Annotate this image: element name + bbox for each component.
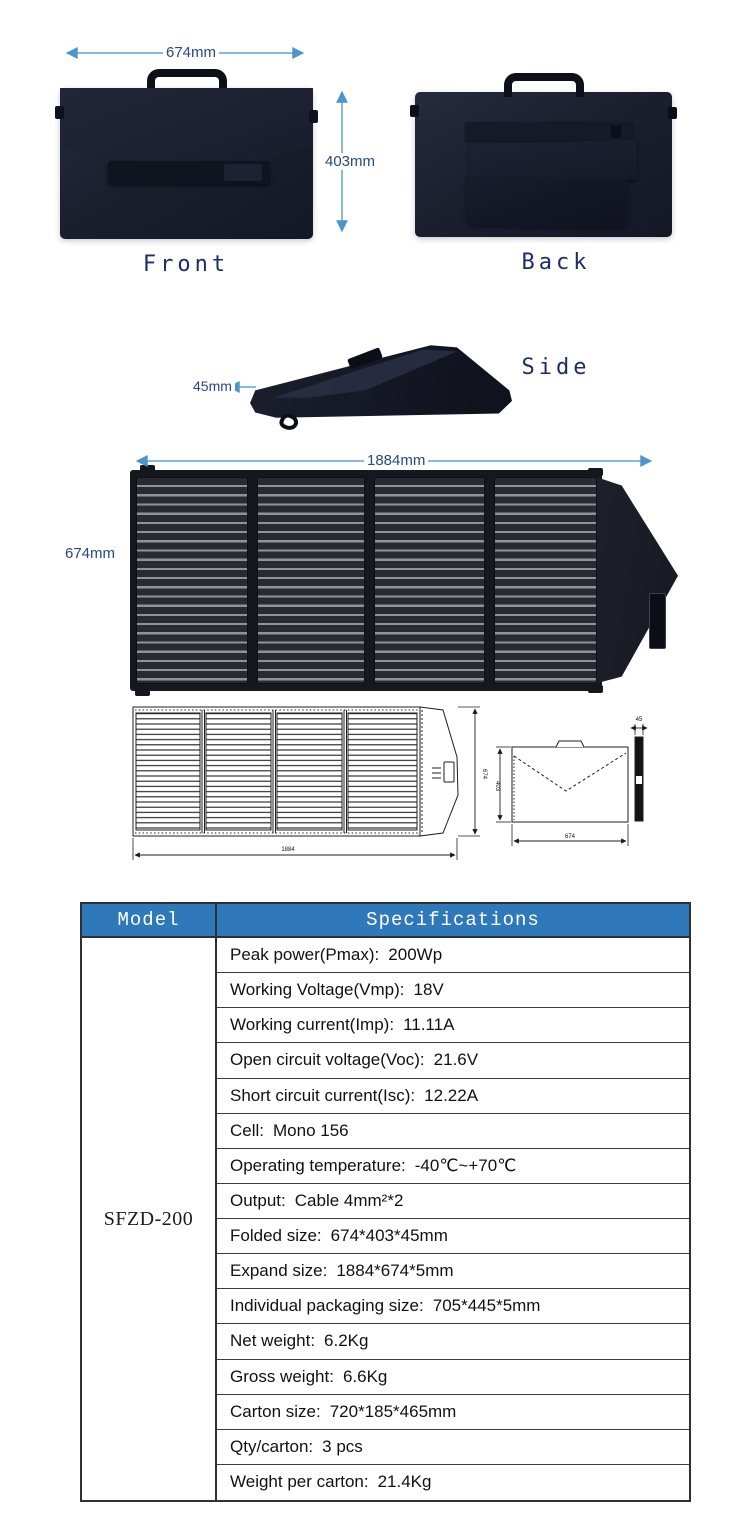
spec-label: Carton size: [230, 1401, 321, 1421]
table-row [217, 1079, 689, 1114]
front-view-label: Front [142, 252, 230, 277]
table-row [217, 938, 689, 973]
side-tab-left [55, 106, 64, 119]
spec-label: Output: [230, 1190, 286, 1210]
spec-value: 18V [413, 980, 444, 1000]
spec-label: Expand size: [230, 1261, 328, 1281]
drawing-dim-expanded-height: 674 [481, 768, 487, 780]
spec-label: Folded size: [230, 1226, 322, 1246]
table-row [217, 1430, 689, 1465]
hook-nub [140, 465, 155, 473]
spec-value: 674*403*45mm [330, 1226, 448, 1246]
table-row [217, 1254, 689, 1289]
table-row [217, 1008, 689, 1043]
spec-value: 6.6Kg [342, 1366, 388, 1386]
side-view-photo [250, 340, 512, 445]
table-row [217, 1465, 689, 1500]
side-view-label: Side [521, 355, 591, 380]
solar-section-1 [136, 477, 248, 684]
dim-expanded-width: 1884mm [364, 452, 428, 469]
spec-label: Working current(Imp): [230, 1015, 395, 1035]
dim-front-height: 403mm [322, 153, 378, 170]
drawing-dim-folded-depth: 45 [635, 717, 643, 723]
folded-bag-drawing [494, 717, 647, 846]
dim-side-thickness: 45mm [190, 378, 235, 395]
dim-expanded-height: 674mm [62, 545, 118, 562]
solar-section-2 [257, 477, 365, 684]
spec-label: Net weight: [230, 1331, 316, 1351]
spec-label: Peak power(Pmax): [230, 945, 380, 965]
panel-cover-flap [590, 475, 678, 685]
table-row [217, 1289, 689, 1324]
table-row [217, 1149, 689, 1184]
spec-value: 21.4Kg [377, 1472, 432, 1492]
table-row [217, 1360, 689, 1395]
front-view-photo [60, 88, 313, 239]
pocket-pouch [467, 178, 627, 228]
back-view-label: Back [521, 250, 591, 275]
table-row [217, 1219, 689, 1254]
spec-value: -40℃~+70℃ [414, 1155, 517, 1175]
table-row [217, 973, 689, 1008]
table-row [217, 1043, 689, 1078]
spec-label: Short circuit current(Isc): [230, 1085, 416, 1105]
spec-label: Individual packaging size: [230, 1296, 424, 1316]
spec-value: 12.22A [424, 1085, 479, 1105]
hook-nub [588, 685, 603, 693]
expanded-panel-drawing [133, 707, 487, 860]
side-tab-right [309, 110, 318, 123]
back-view-photo [415, 92, 672, 237]
spec-value: 200Wp [388, 945, 443, 965]
table-row [217, 1395, 689, 1430]
hook-nub [588, 468, 603, 476]
dim-front-width: 674mm [163, 44, 219, 61]
label-patch [649, 593, 666, 649]
spec-label: Cell: [230, 1120, 265, 1140]
model-value: SFZD-200 [82, 938, 217, 1500]
spec-label: Operating temperature: [230, 1155, 406, 1175]
front-strap [108, 161, 270, 184]
spec-label: Open circuit voltage(Voc): [230, 1050, 425, 1070]
spec-label: Weight per carton: [230, 1472, 369, 1492]
spec-value: 720*185*465mm [329, 1401, 457, 1421]
spec-label: Gross weight: [230, 1366, 334, 1386]
spec-rows [217, 938, 689, 1500]
back-strap [465, 122, 633, 141]
table-row [217, 1324, 689, 1359]
spec-table-header [82, 904, 689, 938]
specifications-column-header: Specifications [366, 909, 540, 931]
drawing-dim-folded-height: 403 [494, 780, 500, 792]
spec-value: 21.6V [433, 1050, 479, 1070]
spec-value: 705*445*5mm [432, 1296, 541, 1316]
drawing-dim-folded-width: 674 [564, 834, 576, 840]
table-row [217, 1114, 689, 1149]
spec-value: Mono 156 [273, 1120, 349, 1140]
spec-label: Qty/carton: [230, 1436, 314, 1456]
spec-value: 11.11A [403, 1015, 455, 1035]
hook-nub [135, 688, 150, 696]
d-ring-left [410, 105, 419, 117]
spec-value: 1884*674*5mm [336, 1261, 454, 1281]
drawing-dim-expanded-width: 1884 [281, 847, 295, 853]
spec-value: Cable 4mm²*2 [294, 1190, 404, 1210]
spec-value: 6.2Kg [324, 1331, 369, 1351]
model-column-header: Model [82, 904, 217, 936]
spec-value: 3 pcs [322, 1436, 363, 1456]
solar-section-3 [374, 477, 485, 684]
d-ring-right [668, 107, 677, 119]
solar-section-4 [494, 477, 597, 684]
spec-table [80, 902, 691, 1502]
spec-label: Working Voltage(Vmp): [230, 980, 405, 1000]
expanded-panel-photo [130, 470, 678, 691]
carry-handle [504, 73, 584, 97]
table-row [217, 1184, 689, 1219]
